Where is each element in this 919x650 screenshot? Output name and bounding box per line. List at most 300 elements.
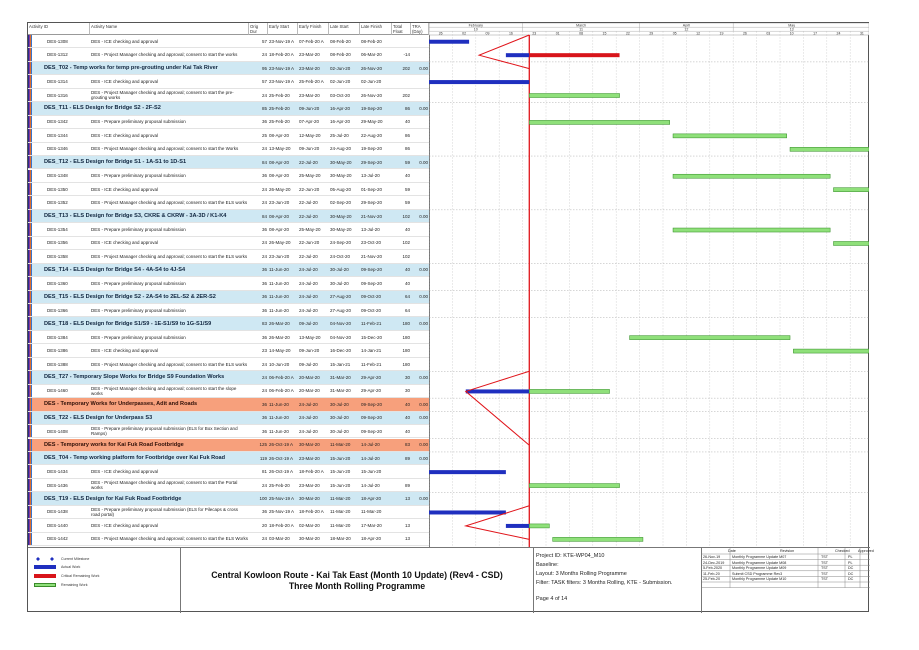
wbs-level-strip <box>28 304 32 316</box>
wbs-level-strip <box>28 344 32 356</box>
activity-table <box>28 23 430 547</box>
total-float: 40 <box>404 428 410 434</box>
early-finish: 23-Mar-20 <box>299 65 320 71</box>
activity-name: DES - Prepare preliminary proposal submission <box>91 280 186 286</box>
wbs-level-strip <box>28 291 32 303</box>
wbs-level-strip <box>28 452 32 464</box>
wbs-level-strip <box>28 277 32 289</box>
orig-dur: 36 <box>261 227 267 233</box>
activity-row[interactable] <box>28 116 429 129</box>
activity-row[interactable] <box>28 277 429 290</box>
late-finish: 09-Sep-20 <box>361 401 383 407</box>
remaining-work-bar <box>790 147 869 151</box>
activity-row[interactable] <box>28 506 429 519</box>
late-finish: 01-Sep-20 <box>361 186 383 192</box>
early-start: 26-May-20 <box>269 240 291 246</box>
wbs-level-strip <box>28 170 32 182</box>
remaining-work-bar <box>833 241 869 245</box>
orig-dur: 100 <box>249 492 268 504</box>
late-finish: 18-Apr-20 <box>361 496 382 502</box>
total-float: 202 <box>402 65 410 71</box>
col-header-activity-name[interactable]: Activity Name <box>90 23 249 35</box>
orig-dur: 24 <box>261 240 267 246</box>
activity-name: DES - Prepare preliminary proposal submission (ELS for Pilecaps & cross road portal) <box>91 506 239 517</box>
total-float: 180 <box>402 348 410 354</box>
wbs-level-strip <box>28 465 32 477</box>
week-label: 22 <box>625 31 630 36</box>
late-finish: 14-Jul-20 <box>361 482 380 488</box>
wbs-level-strip <box>28 35 32 47</box>
revision-checked: TST <box>821 577 828 582</box>
revision-approved: DC <box>848 571 854 576</box>
early-finish: 30-Mar-20 <box>299 536 320 542</box>
activity-row[interactable] <box>28 223 429 236</box>
week-label: 16 <box>508 31 513 36</box>
activity-id: DES-1316 <box>47 92 68 98</box>
late-finish: 09-Sep-20 <box>361 428 383 434</box>
tra-day: 0.00 <box>419 267 428 273</box>
activity-row[interactable] <box>28 533 429 546</box>
legend <box>28 547 181 613</box>
revision-approved: PL <box>848 560 853 565</box>
early-finish: 20-Mar-20 <box>299 388 320 394</box>
wbs-level-strip <box>28 250 32 262</box>
remaining-work-bar <box>673 134 787 138</box>
early-start: 25-Feb-20 <box>269 105 290 111</box>
orig-dur: 81 <box>261 469 267 475</box>
total-float <box>392 35 411 47</box>
revision-table <box>702 547 874 613</box>
activity-id: DES-1314 <box>47 79 68 85</box>
early-finish: 23-Mar-20 <box>299 52 320 58</box>
revision-checked: TST <box>821 566 828 571</box>
col-header-total-float[interactable]: Total Float <box>392 23 411 35</box>
late-finish: 22-Aug-20 <box>361 132 383 138</box>
wbs-group-row[interactable] <box>28 264 429 277</box>
late-finish: 29-Sep-20 <box>361 159 383 165</box>
activity-row[interactable] <box>28 250 429 263</box>
wbs-group-row[interactable] <box>28 371 429 384</box>
orig-dur: 24 <box>261 200 267 206</box>
activity-row[interactable] <box>28 479 429 492</box>
week-label: 15 <box>602 31 607 36</box>
wbs-group-row[interactable] <box>28 156 429 169</box>
early-finish: 25-May-20 <box>299 227 321 233</box>
critical-swatch <box>34 574 56 578</box>
orig-dur: 24 <box>261 146 267 152</box>
revision-date: 25-Feb-20 <box>703 577 721 582</box>
late-finish: 09-Sep-20 <box>361 267 383 273</box>
col-header-late-finish[interactable]: Late Finish <box>360 23 392 35</box>
revision-date: 5-Feb-2020 <box>703 566 723 571</box>
late-finish: 14-Jan-21 <box>361 348 382 354</box>
wbs-level-strip <box>28 506 32 518</box>
layout-name: Layout: 3 Months Rolling Programme <box>536 571 627 577</box>
late-start: 30-May-20 <box>330 227 352 233</box>
late-finish: 29-Apr-20 <box>361 374 382 380</box>
revision-revision: Monthly Programme Update M08 <box>732 560 787 565</box>
late-finish: 29-May-20 <box>361 119 383 125</box>
tra-day: 0.00 <box>419 442 428 448</box>
early-start: 06-Feb-20 A <box>269 374 294 380</box>
late-start: 02-Sep-20 <box>330 200 352 206</box>
total-float <box>392 465 411 477</box>
activity-row[interactable] <box>28 196 429 209</box>
activity-row[interactable] <box>28 465 429 478</box>
orig-dur: 36 <box>261 280 267 286</box>
tra-day <box>411 425 429 437</box>
wbs-group-row[interactable] <box>28 210 429 223</box>
early-finish: 12-May-20 <box>299 132 321 138</box>
late-start: 11-Mar-20 <box>330 522 351 528</box>
early-finish: 24-Jul-20 <box>299 428 318 434</box>
activity-row[interactable] <box>28 75 429 88</box>
early-start: 10-Jun-20 <box>269 361 290 367</box>
early-start: 11-Jun-20 <box>269 415 289 421</box>
activity-id: DES-1356 <box>47 240 68 246</box>
orig-dur: 24 <box>261 253 267 259</box>
tra-day <box>411 35 429 47</box>
filter-text: Filter: TASK filters: 3 Months Rolling, KTE - Submission. <box>536 580 673 586</box>
late-finish: 17-Mar-20 <box>361 522 382 528</box>
orig-dur: 83 <box>249 317 268 329</box>
early-finish: 09-Jul-20 <box>299 321 318 327</box>
early-start: 26-Oct-19 A <box>269 442 294 448</box>
tra-day: 0.00 <box>419 455 428 461</box>
month-label: February <box>468 23 483 28</box>
wbs-level-strip <box>28 533 32 545</box>
remaining-work-bar <box>793 349 869 353</box>
orig-dur: 36 <box>249 291 268 303</box>
early-finish: 24-Jul-20 <box>299 294 318 300</box>
col-header-tra-day[interactable]: TRA (Day) <box>411 23 429 35</box>
late-start: 04-Nov-20 <box>330 321 352 327</box>
orig-dur: 25 <box>261 132 267 138</box>
rev-header-date: Date <box>728 549 736 553</box>
remaining-work-bar <box>529 120 669 124</box>
actual-work-bar <box>429 510 506 514</box>
total-float: 64 <box>404 307 410 313</box>
month-number-label: 12 <box>684 27 689 32</box>
activity-id: DES-1386 <box>47 348 68 354</box>
tra-day: 0.00 <box>419 401 428 407</box>
total-float: 86 <box>404 132 410 138</box>
total-float: 86 <box>404 146 410 152</box>
revision-approved: DC <box>848 566 854 571</box>
wbs-group-row[interactable] <box>28 452 429 465</box>
total-float: 83 <box>404 442 410 448</box>
wbs-level-strip <box>28 492 32 504</box>
late-finish: 29-Apr-20 <box>361 388 382 394</box>
late-finish: 15-Dec-20 <box>361 334 383 340</box>
revision-checked: TST <box>821 554 828 559</box>
wbs-level-strip <box>28 237 32 249</box>
actual-work-bar <box>506 524 529 528</box>
total-float: 180 <box>402 321 410 327</box>
actual-work-bar <box>506 53 529 57</box>
late-start: 02-Jun-20 <box>330 79 351 85</box>
activity-row[interactable] <box>28 129 429 142</box>
activity-id: DES-1366 <box>47 307 68 313</box>
activity-name: DES - Project Manager checking and approval; consent to start the slope works <box>91 385 237 396</box>
late-start: 27-Aug-20 <box>330 294 352 300</box>
activity-name: DES - Project Manager checking and approval; consent to start the ELS works <box>91 253 248 259</box>
activity-name: DES - Prepare preliminary proposal submission <box>91 119 186 125</box>
wbs-group-name: DES_T02 - Temp works for temp pre-grouting under Kai Tak River <box>44 65 218 72</box>
activity-row[interactable] <box>28 170 429 183</box>
activity-row[interactable] <box>28 358 429 371</box>
late-start: 16-Apr-20 <box>330 119 351 125</box>
progress-spike-line <box>466 371 530 445</box>
early-start: 11-Jun-20 <box>269 280 289 286</box>
early-start: 11-Jun-20 <box>269 294 289 300</box>
activity-id: DES-1460 <box>47 388 68 394</box>
wbs-level-strip <box>28 116 32 128</box>
wbs-level-strip <box>28 385 32 397</box>
total-float: 13 <box>404 522 410 528</box>
early-start: 08-Apr-20 <box>269 213 290 219</box>
tra-day: 0.00 <box>419 321 428 327</box>
week-label: 26 <box>438 31 443 36</box>
late-finish: 15-Jun-20 <box>361 469 382 475</box>
tra-day <box>411 237 429 249</box>
legend-milestone-label: Current Milestone <box>61 557 90 561</box>
total-float: 13 <box>404 536 410 542</box>
wbs-group-row[interactable] <box>28 62 429 75</box>
late-start: 16-Apr-20 <box>330 105 351 111</box>
early-finish: 09-Jun-20 <box>299 146 320 152</box>
wbs-group-row[interactable] <box>28 291 429 304</box>
late-start: 24-Oct-20 <box>330 253 351 259</box>
late-finish: 14-Jul-20 <box>361 442 380 448</box>
project-info <box>534 547 702 613</box>
rev-header-revision: Revision <box>780 549 795 553</box>
activity-row[interactable] <box>28 48 429 61</box>
early-finish: 24-Jul-20 <box>299 307 318 313</box>
activity-name: DES - Project Manager checking and approval; consent to start the ELS works <box>91 361 248 367</box>
wbs-level-strip <box>28 317 32 329</box>
activity-id: DES-1408 <box>47 428 68 434</box>
wbs-level-strip <box>28 196 32 208</box>
late-start: 24-Sep-20 <box>330 240 352 246</box>
wbs-group-name: DES_T04 - Temp working platform for Footbridge over Kai Fuk Road <box>44 455 226 462</box>
tra-day <box>411 116 429 128</box>
week-label: 17 <box>813 31 818 36</box>
late-start: 11-Mar-20 <box>330 442 351 448</box>
activity-row[interactable] <box>28 89 429 102</box>
early-finish: 30-Mar-20 <box>299 496 320 502</box>
total-float: 40 <box>404 415 410 421</box>
total-float: 40 <box>404 119 410 125</box>
late-finish: 08-Feb-20 <box>361 38 382 44</box>
wbs-level-strip <box>28 412 32 424</box>
tra-day: 0.00 <box>419 496 428 502</box>
remaining-swatch <box>34 583 56 587</box>
late-finish: 09-Sep-20 <box>361 415 383 421</box>
early-start: 13-May-20 <box>269 146 291 152</box>
total-float: 180 <box>402 334 410 340</box>
activity-id: DES-1436 <box>47 482 68 488</box>
activity-name: DES - Prepare preliminary proposal submission <box>91 173 186 179</box>
gantt-svg <box>429 23 869 547</box>
col-header-early-start[interactable]: Early Start <box>268 23 298 35</box>
col-header-orig-dur[interactable]: Orig Dur <box>249 23 268 35</box>
activity-row[interactable] <box>28 519 429 532</box>
early-start: 06-Feb-20 A <box>269 388 294 394</box>
remaining-work-bar <box>673 228 830 232</box>
actual-work-bar <box>429 80 529 84</box>
wbs-group-row[interactable] <box>28 492 429 505</box>
col-header-activity-id[interactable]: Activity ID <box>28 23 90 35</box>
project-id: Project ID: KTE-WP04_M10 <box>536 553 605 559</box>
activity-row[interactable] <box>28 385 429 398</box>
month-number-label: 13 <box>789 27 794 32</box>
total-float: 30 <box>404 374 410 380</box>
late-finish: 09-Oct-20 <box>361 294 382 300</box>
tra-day <box>411 143 429 155</box>
tra-day <box>411 331 429 343</box>
early-start: 26-Oct-19 A <box>269 469 294 475</box>
orig-dur: 85 <box>249 102 268 114</box>
wbs-group-row[interactable] <box>28 317 429 330</box>
late-start: 25-Jul-20 <box>330 132 349 138</box>
late-finish: 09-Oct-20 <box>361 307 382 313</box>
early-start: 11-Jun-20 <box>269 428 289 434</box>
early-finish: 25-Feb-20 A <box>299 79 324 85</box>
revision-revision: Monthly Programme Update M07 <box>732 554 787 559</box>
orig-dur: 36 <box>249 398 268 410</box>
late-finish: 19-Sep-20 <box>361 146 383 152</box>
remaining-work-bar <box>630 336 790 340</box>
late-start: 15-Jun-20 <box>330 482 351 488</box>
late-finish: 29-Sep-20 <box>361 200 383 206</box>
late-start: 30-Jul-20 <box>330 267 349 273</box>
wbs-group-name: DES_T11 - ELS Design for Bridge S2 - 2F-S2 <box>44 105 161 112</box>
early-finish: 22-Jun-20 <box>299 240 320 246</box>
late-finish: 21-Nov-20 <box>361 213 383 219</box>
early-start: 08-Apr-20 <box>269 227 290 233</box>
early-finish: 07-Apr-20 <box>299 119 320 125</box>
total-float: 89 <box>404 482 410 488</box>
late-start: 08-Feb-20 <box>330 38 351 44</box>
legend-actual <box>34 565 80 569</box>
total-float: 102 <box>402 253 410 259</box>
early-finish: 18-Feb-20 A <box>299 509 324 515</box>
tra-day <box>411 223 429 235</box>
activity-name: DES - Project Manager checking and approval; consent to start the ELS works <box>91 200 248 206</box>
early-start: 08-Apr-20 <box>269 159 290 165</box>
orig-dur: 36 <box>249 412 268 424</box>
early-finish: 23-Mar-20 <box>299 482 320 488</box>
rev-header-approved: Approved <box>858 549 874 553</box>
total-float: 40 <box>404 173 410 179</box>
orig-dur: 95 <box>249 62 268 74</box>
wbs-group-name: DES_T14 - ELS Design for Bridge S4 - 4A-S4 to 4J-S4 <box>44 266 186 273</box>
early-start: 08-Apr-20 <box>269 132 290 138</box>
activity-row[interactable] <box>28 183 429 196</box>
late-finish: 11-Feb-21 <box>361 361 382 367</box>
week-label: 12 <box>696 31 701 36</box>
col-header-early-finish[interactable]: Early Finish <box>298 23 329 35</box>
month-number-label: 11 <box>579 27 583 32</box>
tra-day <box>411 506 429 518</box>
activity-row[interactable] <box>28 425 429 438</box>
total-float: 59 <box>404 186 410 192</box>
tra-day <box>411 196 429 208</box>
early-finish: 02-Mar-20 <box>299 522 320 528</box>
orig-dur: 36 <box>261 334 267 340</box>
total-float <box>392 506 411 518</box>
wbs-level-strip <box>28 210 32 222</box>
legend-remaining <box>34 583 88 587</box>
early-start: 08-Apr-20 <box>269 173 290 179</box>
total-float <box>392 75 411 87</box>
actual-swatch <box>34 565 56 569</box>
late-finish: 02-Jun-20 <box>361 79 382 85</box>
col-header-late-start[interactable]: Late Start <box>329 23 360 35</box>
legend-critical-label: Critical Remaining Work <box>61 574 100 578</box>
late-start: 30-Jul-20 <box>330 415 349 421</box>
wbs-group-row[interactable] <box>28 412 429 425</box>
week-label: 05 <box>672 31 677 36</box>
wbs-level-strip <box>28 264 32 276</box>
total-float: 40 <box>404 267 410 273</box>
early-finish: 07-Feb-20 A <box>299 38 324 44</box>
month-label: April <box>682 23 691 28</box>
activity-id: DES-1344 <box>47 132 68 138</box>
orig-dur: 36 <box>261 119 267 125</box>
wbs-group-row[interactable] <box>28 439 429 452</box>
total-float: 64 <box>404 294 410 300</box>
late-start: 16-Dec-20 <box>330 348 352 354</box>
month-label: May <box>788 23 796 28</box>
early-start: 23-Jun-20 <box>269 253 290 259</box>
wbs-level-strip <box>28 358 32 370</box>
tra-day: 0.00 <box>419 105 428 111</box>
activity-row[interactable] <box>28 344 429 357</box>
activity-row[interactable] <box>28 331 429 344</box>
early-start: 25-Feb-20 <box>269 119 290 125</box>
total-float: 180 <box>402 361 410 367</box>
wbs-level-strip <box>28 425 32 437</box>
tra-day <box>411 170 429 182</box>
late-finish: 09-Sep-20 <box>361 280 383 286</box>
week-label: 08 <box>579 31 584 36</box>
orig-dur: 125 <box>249 439 268 451</box>
wbs-group-row[interactable] <box>28 398 429 411</box>
late-finish: 21-Nov-20 <box>361 253 383 259</box>
activity-name: DES - ICE checking and approval <box>91 348 159 354</box>
wbs-group-row[interactable] <box>28 102 429 115</box>
tra-day: 0.00 <box>419 415 428 421</box>
orig-dur: 24 <box>261 482 267 488</box>
early-finish: 30-Mar-20 <box>299 442 320 448</box>
programme-title: Three Month Rolling Programme <box>288 580 426 591</box>
total-float: 102 <box>402 213 410 219</box>
early-start: 11-Jun-20 <box>269 307 289 313</box>
activity-row[interactable] <box>28 237 429 250</box>
wbs-group-name: DES - Temporary works for Kai Fuk Road Footbridge <box>44 441 184 448</box>
activity-row[interactable] <box>28 35 429 48</box>
wbs-group-name: DES_T22 - ELS Design for Underpass S3 <box>44 414 153 421</box>
tra-day <box>411 344 429 356</box>
activity-row[interactable] <box>28 304 429 317</box>
schedule-sheet <box>27 22 874 612</box>
revision-approved: PL <box>848 554 853 559</box>
activity-row[interactable] <box>28 143 429 156</box>
early-finish: 24-Jul-20 <box>299 267 318 273</box>
orig-dur: 84 <box>249 210 268 222</box>
